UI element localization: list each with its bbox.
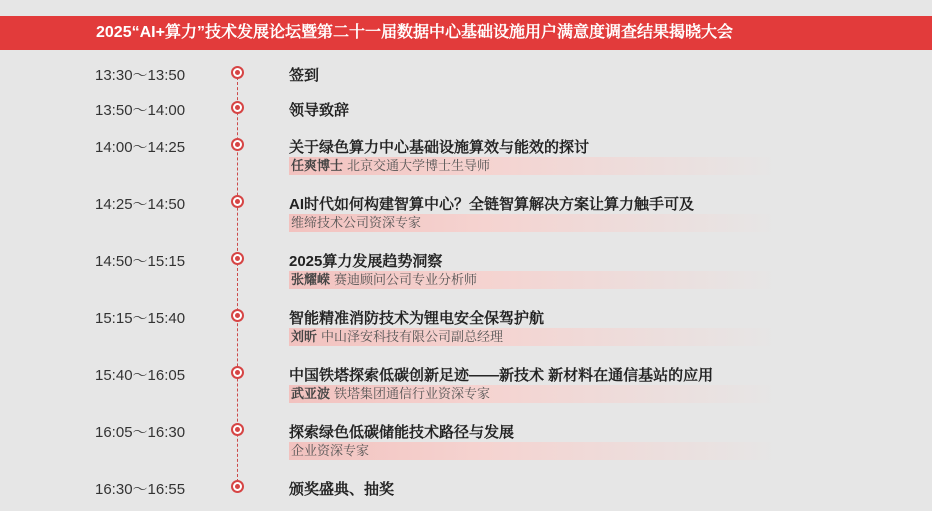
speaker-role: 企业资深专家 (291, 443, 370, 458)
speaker-info (289, 271, 779, 289)
session-topic: 关于绿色算力中心基础设施算效与能效的探讨 (289, 139, 590, 156)
timeline-dot-icon (231, 366, 244, 379)
session-topic: 2025算力发展趋势洞察 (289, 253, 443, 270)
session-time: 15:40～16:05 (95, 367, 186, 384)
timeline-dot-icon (231, 252, 244, 265)
speaker-name: 刘昕 (291, 329, 318, 344)
speaker-name: 张耀嵘 (291, 272, 331, 287)
timeline-dot-icon (231, 138, 244, 151)
timeline-dot-icon (231, 309, 244, 322)
speaker-info (289, 385, 779, 403)
session-topic: 探索绿色低碳储能技术路径与发展 (289, 424, 515, 441)
session-time: 14:50～15:15 (95, 253, 186, 270)
timeline-dot-icon (231, 101, 244, 114)
session-topic: 中国铁塔探索低碳创新足迹——新技术 新材料在通信基站的应用 (289, 367, 714, 384)
session-topic: 领导致辞 (289, 102, 350, 119)
speaker-role: 赛迪顾问公司专业分析师 (334, 272, 478, 287)
session-topic: 智能精准消防技术为锂电安全保驾护航 (289, 310, 545, 327)
speaker-role: 铁塔集团通信行业资深专家 (334, 386, 491, 401)
session-topic: 签到 (289, 67, 320, 84)
speaker-info (289, 157, 779, 175)
timeline-dot-icon (231, 66, 244, 79)
page-title: 2025“AI+算力”技术发展论坛暨第二十一届数据中心基础设施用户满意度调查结果揭晓大会 (0, 16, 932, 50)
speaker-info (289, 442, 779, 460)
speaker-info (289, 214, 779, 232)
speaker-info (289, 328, 779, 346)
session-time: 16:30～16:55 (95, 481, 186, 498)
timeline-dot-icon (231, 423, 244, 436)
session-time: 15:15～15:40 (95, 310, 186, 327)
timeline-dot-icon (231, 195, 244, 208)
speaker-role: 中山泽安科技有限公司副总经理 (321, 329, 504, 344)
speaker-name: 武亚波 (291, 386, 331, 401)
speaker-role: 北京交通大学博士生导师 (347, 158, 491, 173)
session-time: 13:30～13:50 (95, 67, 186, 84)
session-topic: AI时代如何构建智算中心？全链智算解决方案让算力触手可及 (289, 196, 695, 213)
session-time: 14:25～14:50 (95, 196, 186, 213)
session-time: 14:00～14:25 (95, 139, 186, 156)
speaker-role: 维缔技术公司资深专家 (291, 215, 422, 230)
speaker-name: 任爽博士 (291, 158, 344, 173)
session-time: 16:05～16:30 (95, 424, 186, 441)
session-topic: 颁奖盛典、抽奖 (289, 481, 395, 498)
session-time: 13:50～14:00 (95, 102, 186, 119)
timeline-dot-icon (231, 480, 244, 493)
